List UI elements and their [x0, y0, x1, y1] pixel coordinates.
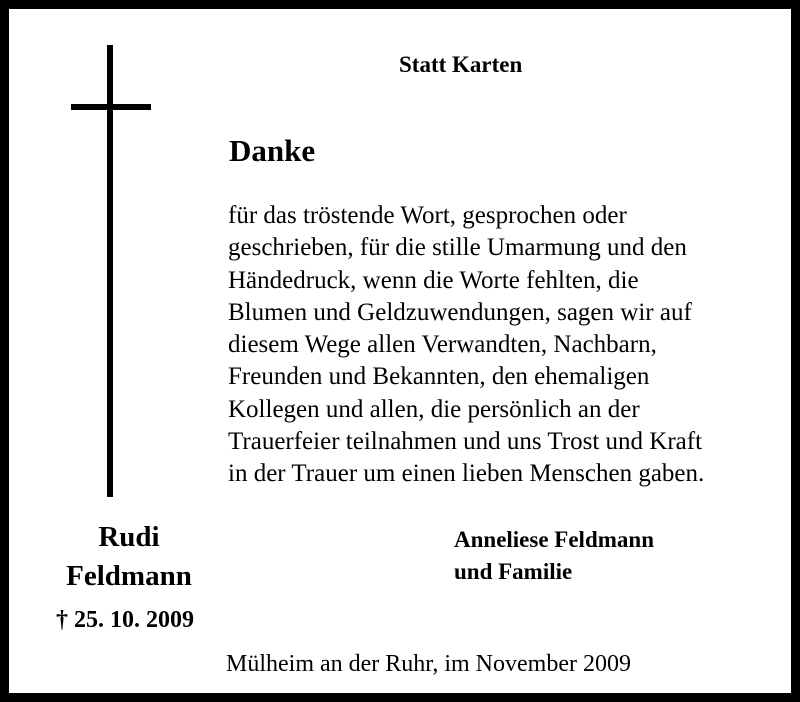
- place-date: Mülheim an der Ruhr, im November 2009: [226, 651, 631, 677]
- message-body: [228, 200, 788, 491]
- death-date: † 25. 10. 2009: [56, 607, 194, 633]
- message-line: geschrieben, für die stille Umarmung und den: [228, 234, 687, 262]
- signature-line: Anneliese Feldmann: [454, 527, 654, 552]
- message-line: Freunden und Bekannten, den ehemaligen: [228, 363, 650, 391]
- page-title: Danke: [229, 133, 316, 168]
- message-line: diesem Wege allen Verwandten, Nachbarn,: [228, 331, 657, 359]
- message-line: für das tröstende Wort, gesprochen oder: [228, 202, 627, 229]
- header-text: Statt Karten: [399, 52, 523, 77]
- cross-vertical-bar: [107, 45, 113, 497]
- message-line: in der Trauer um einen lieben Menschen gaben.: [228, 460, 705, 488]
- message-line: Händedruck, wenn die Worte fehlten, die: [228, 266, 639, 294]
- signature: [454, 524, 654, 588]
- deceased-last-name: Feldmann: [66, 560, 192, 592]
- message-line: Kollegen und allen, die persönlich an der: [228, 395, 640, 423]
- signature-line: und Familie: [454, 559, 573, 584]
- cross-horizontal-bar: [71, 104, 151, 110]
- message-line: Blumen und Geldzuwendungen, sagen wir auf: [228, 298, 692, 326]
- message-line: Trauerfeier teilnahmen und uns Trost und Kraft: [228, 428, 703, 456]
- deceased-first-name: Rudi: [98, 521, 160, 553]
